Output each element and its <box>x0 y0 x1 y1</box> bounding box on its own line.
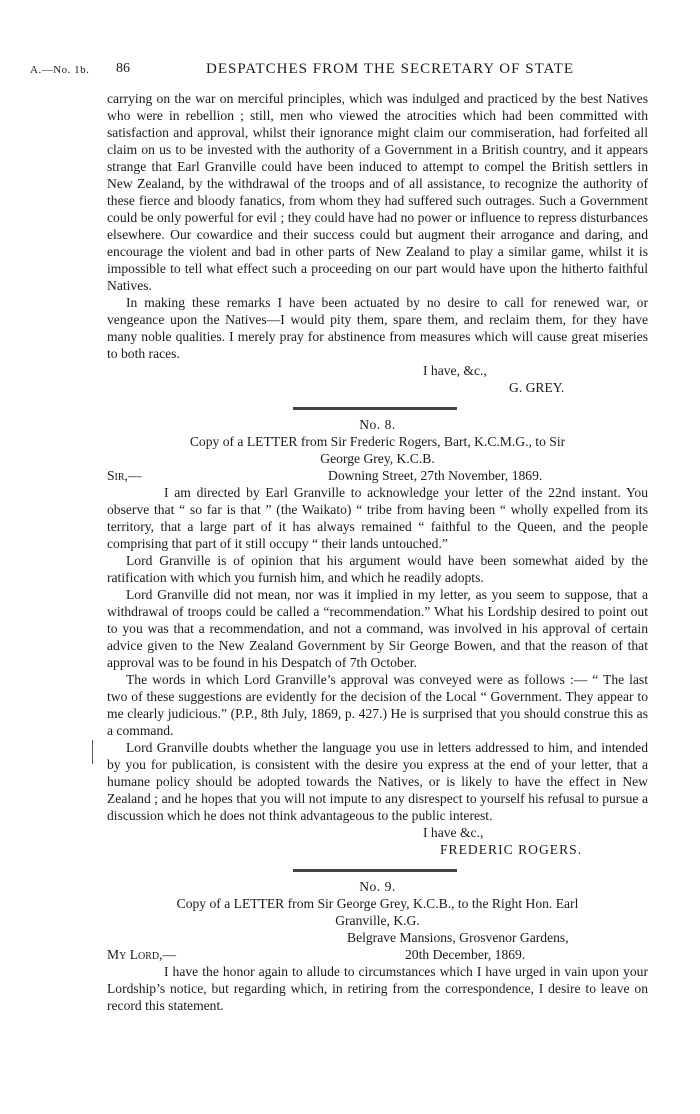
closing-line: I have, &c., <box>423 363 487 378</box>
despatch-number: No. 8. <box>359 417 396 432</box>
body-paragraph: Lord Granville doubts whether the language you use in letters addressed to him, and intended by you for publication, is consistent with the desire you express at the end of your letter, that a humane policy should be adopted towards the Natives, or is likely to have the effect in New Zealand ; and he hopes that you will not impute to any disrespect to yourself his refusal to pursue a discussion which he does not think advantageous to the public interest. <box>107 740 648 823</box>
caption-line: Copy of a LETTER from Sir Frederic Rogers, Bart, K.C.M.G., to Sir <box>189 434 566 449</box>
running-title: DESPATCHES FROM THE SECRETARY OF STATE <box>206 61 575 77</box>
document-reference: A.—No. 1b. <box>30 64 90 76</box>
despatch-caption <box>107 895 648 929</box>
page-number: 86 <box>116 61 130 76</box>
caption-line: Copy of a LETTER from Sir George Grey, K.C.B., to the Right Hon. Earl <box>176 896 579 911</box>
salutation: My Lord,— <box>107 947 177 962</box>
body-paragraph: Lord Granville is of opinion that his argument would have been somewhat aided by the ratification with which you furnish him, and which he readily adopts. <box>107 553 648 585</box>
body-paragraph: I have the honor again to allude to circumstances which I have urged in vain upon your Lordship’s notice, but regarding which, in retiring from the correspondence, I desire to leave on record this statement. <box>107 964 648 1013</box>
signature: FREDERIC ROGERS. <box>440 842 583 857</box>
caption-line: Granville, K.G. <box>335 913 420 928</box>
letter-date: 20th December, 1869. <box>405 947 526 962</box>
letter-address: Belgrave Mansions, Grosvenor Gardens, <box>347 930 569 945</box>
section-divider <box>293 407 457 410</box>
page-header <box>30 61 670 81</box>
margin-mark <box>92 740 93 764</box>
body-paragraph: In making these remarks I have been actuated by no desire to call for renewed war, or vengeance upon the Natives—I would pity them, spare them, and reclaim them, for they have many noble qualities. I merely pray for abstinence from measures which will cause great miseries to both races. <box>107 295 648 361</box>
body-paragraph: I am directed by Earl Granville to acknowledge your letter of the 22nd instant. You observe that “ so far is that ” (the Waikato) “ tribe from having been “ wholly expelled from its territory, that a large part of it has always remained “ faithful to the Queen, and the people comprising that part of it still occupy “ their lands untouched.” <box>107 485 648 551</box>
caption-line: George Grey, K.C.B. <box>320 451 435 466</box>
salutation: Sir,— <box>107 468 142 483</box>
page-body <box>107 90 648 1014</box>
despatch-number: No. 9. <box>359 879 396 894</box>
signature: G. GREY. <box>509 380 565 395</box>
letter-address: Downing Street, 27th November, 1869. <box>328 468 543 483</box>
closing-line: I have &c., <box>423 825 484 840</box>
section-divider <box>293 869 457 872</box>
body-paragraph: The words in which Lord Granville’s approval was conveyed were as follows :— “ The last two of these suggestions are evidently for the decision of the Local “ Government. They appear to me clearly judicious.” (P.P., 8th July, 1869, p. 427.) He is surprised that you should construe this as a command. <box>107 672 648 738</box>
salutation-row <box>107 946 648 963</box>
body-paragraph: carrying on the war on merciful principles, which was indulged and practiced by the best Natives who were in rebellion ; still, men who viewed the atrocities which had been committed with satisfaction and approval, whilst their ignorance might claim our commiseration, had forfeited all claim on us to be invested with the authority of a Government in a British country, and it appears strange that Earl Granville could have been induced to attempt to compel the British settlers in New Zealand, by the withdrawal of the troops and of all assistance, to recognize the authority of these fierce and bloody fanatics, from whom they had suffered such outrages. Such a Government could be only powerful for evil ; they could have had no power or influence to repress disturbances elsewhere. Our cowardice and their success could but augment their arrogance and daring, and encourage the violent and bad in other parts of New Zealand to play a similar game, whilst it is impossible to tell what effect such a proceeding on our part would have upon the hitherto faithful Natives. <box>107 91 648 293</box>
salutation-row <box>107 467 648 484</box>
body-paragraph: Lord Granville did not mean, nor was it implied in my letter, as you seem to suppose, that a withdrawal of troops could be called a “recommendation.” What his Lordship desired to point out to you was that a recommendation, and not a command, was involved in his approval of certain advice given to the New Zealand Government by Sir George Bowen, and that the reason of that approval was to be found in his Despatch of 7th October. <box>107 587 648 670</box>
despatch-caption <box>107 433 648 467</box>
